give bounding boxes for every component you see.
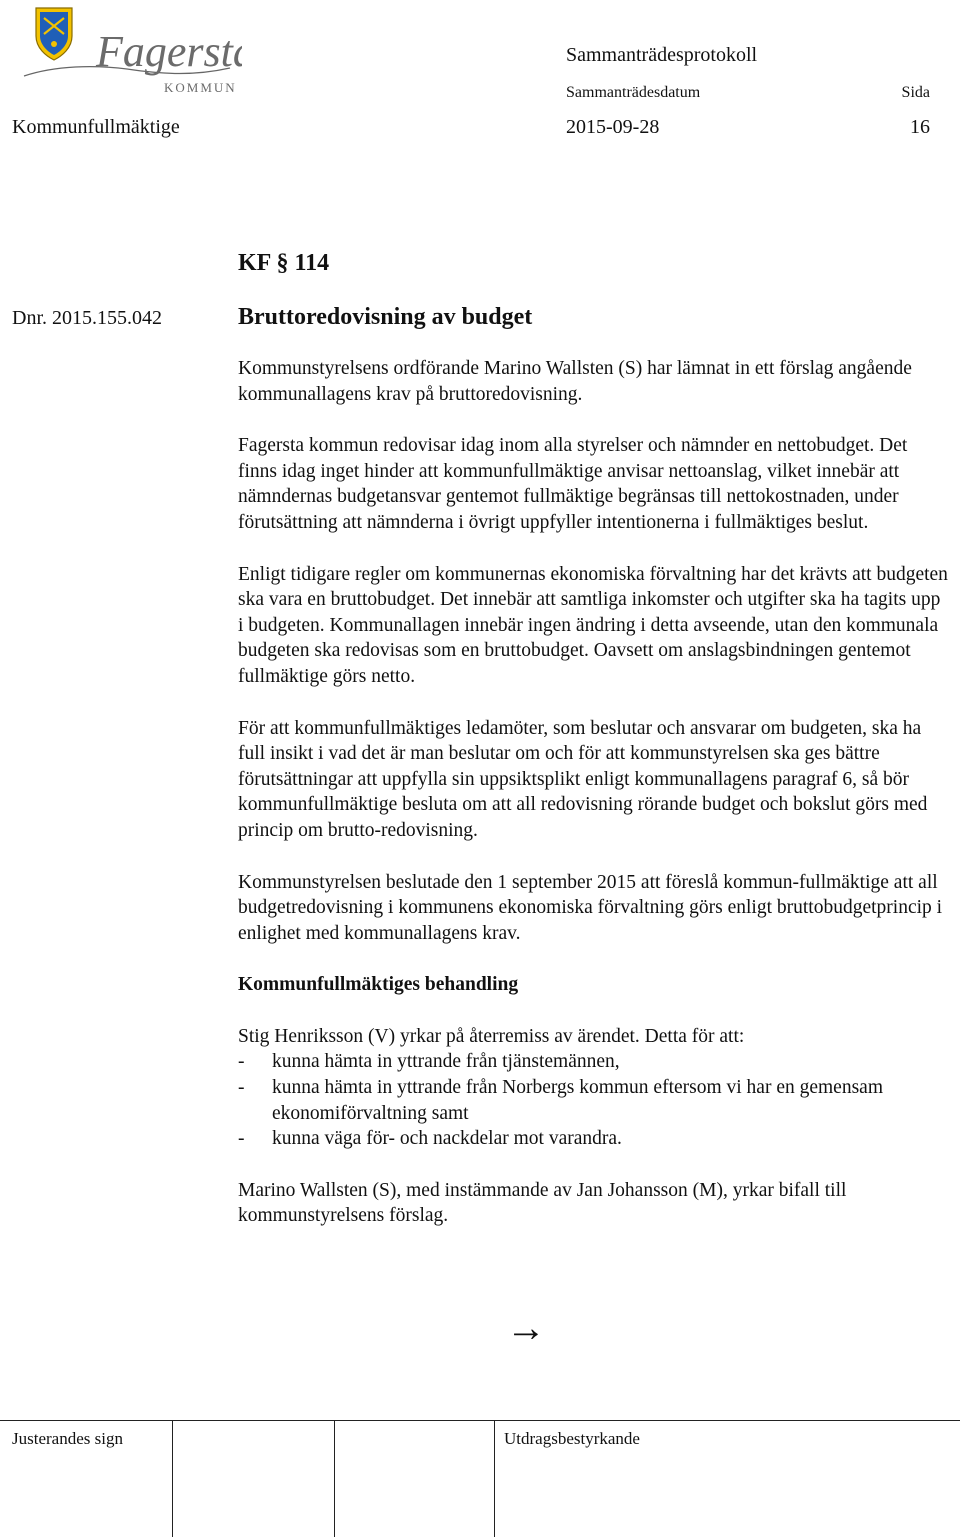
list-item-text: kunna väga för- och nackdelar mot varandra. (272, 1128, 622, 1150)
item-title: Bruttoredovisning av budget (238, 304, 533, 330)
logo-subtitle: KOMMUN (164, 80, 237, 95)
paragraph-netbudget: Fagersta kommun redovisar idag inom alla styrelser och nämnder en nettobudget. Det finns idag inget hinder att kommunfullmäktige anvisar nettoanslag, vilket innebär att nämndernas budgetansvar gentemot fullmäktige begränsas till nettokostnaden, under förutsättning att nämnderna i övrigt uppfyller intentionerna i fullmäktiges beslut. (238, 435, 908, 533)
list-item (238, 1075, 948, 1126)
signature-footer (0, 1420, 960, 1537)
list-dash: - (238, 1051, 245, 1073)
paragraph-motivation: För att kommunfullmäktiges ledamöter, som beslutar och ansvarar om budgeten, ska ha full insikt i vad det är man beslutar om och för att kommunstyrelsen ska ges bättre förutsättningar att uppfylla sin uppsiktsplikt enligt kommunallagens paragraf 6, så bör kommunfullmäktige besluta om att all redovisning rörande budget och bokslut görs med princip om brutto-redovisning. (238, 717, 928, 841)
list-item (238, 1049, 948, 1075)
paragraph-rules: Enligt tidigare regler om kommunernas ekonomiska förvaltning har det krävts att budgeten ska vara en bruttobudget. Det innebär att samtliga inkomster och utgifter ska ha tagits upp i budgeten. Kommunallagen innebär ingen ändring i detta avseende, utan den kommunala budgeten ska redovisas som en bruttobudget. Oavsett om anslagsbindningen gentemot fullmäktige görs netto. (238, 563, 948, 687)
page-number: 16 (910, 116, 930, 138)
meeting-body: Kommunfullmäktige (12, 116, 180, 138)
paragraph-proposal: Kommunstyrelsens ordförande Marino Wallsten (S) har lämnat in ett förslag angående kommunallagens krav på bruttoredovisning. (238, 358, 912, 405)
page-label: Sida (901, 84, 930, 101)
footer-cell-sign-3 (334, 1421, 495, 1537)
paragraph-decision: Kommunstyrelsen beslutade den 1 september 2015 att föreslå kommun-fullmäktige att all budgetredovisning i kommunens ekonomiska förvaltning görs enligt bruttobudgetprincip i enlighet med kommunallagens krav. (238, 871, 943, 944)
list-item-text: kunna hämta in yttrande från tjänstemännen, (272, 1051, 620, 1073)
protocol-body (238, 356, 948, 1255)
meeting-date-label: Sammanträdesdatum (566, 84, 701, 101)
list-dash: - (238, 1077, 245, 1099)
extract-label: Utdragsbestyrkande (504, 1429, 640, 1448)
fagersta-logo (12, 4, 242, 98)
motion-reasons-list (238, 1049, 948, 1151)
protocol-title: Sammanträdesprotokoll (566, 44, 758, 66)
logo-wordmark: Fagersta (96, 27, 242, 76)
sign-label: Justerandes sign (12, 1429, 123, 1448)
footer-cell-extract (494, 1421, 959, 1537)
footer-cell-sign-2 (172, 1421, 335, 1537)
paragraph-motion: Stig Henriksson (V) yrkar på återremiss av ärendet. Detta för att: (238, 1025, 745, 1047)
paragraph-support: Marino Wallsten (S), med instämmande av Jan Johansson (M), yrkar bifall till kommunstyrelsens förslag. (238, 1179, 847, 1227)
item-number: KF § 114 (238, 250, 330, 276)
list-item (238, 1126, 948, 1152)
continue-arrow-icon: → (506, 1305, 546, 1350)
list-item-text: kunna hämta in yttrande från Norbergs kommun eftersom vi har en gemensam ekonomiförvaltning samt (272, 1077, 884, 1124)
footer-cell-sign (0, 1421, 173, 1537)
meeting-date: 2015-09-28 (566, 116, 660, 138)
list-dash: - (238, 1128, 245, 1150)
fagersta-logo-graphic (12, 4, 242, 98)
diary-number: Dnr. 2015.155.042 (12, 307, 162, 329)
section-heading: Kommunfullmäktiges behandling (238, 974, 519, 996)
municipal-crest-icon (36, 8, 72, 60)
